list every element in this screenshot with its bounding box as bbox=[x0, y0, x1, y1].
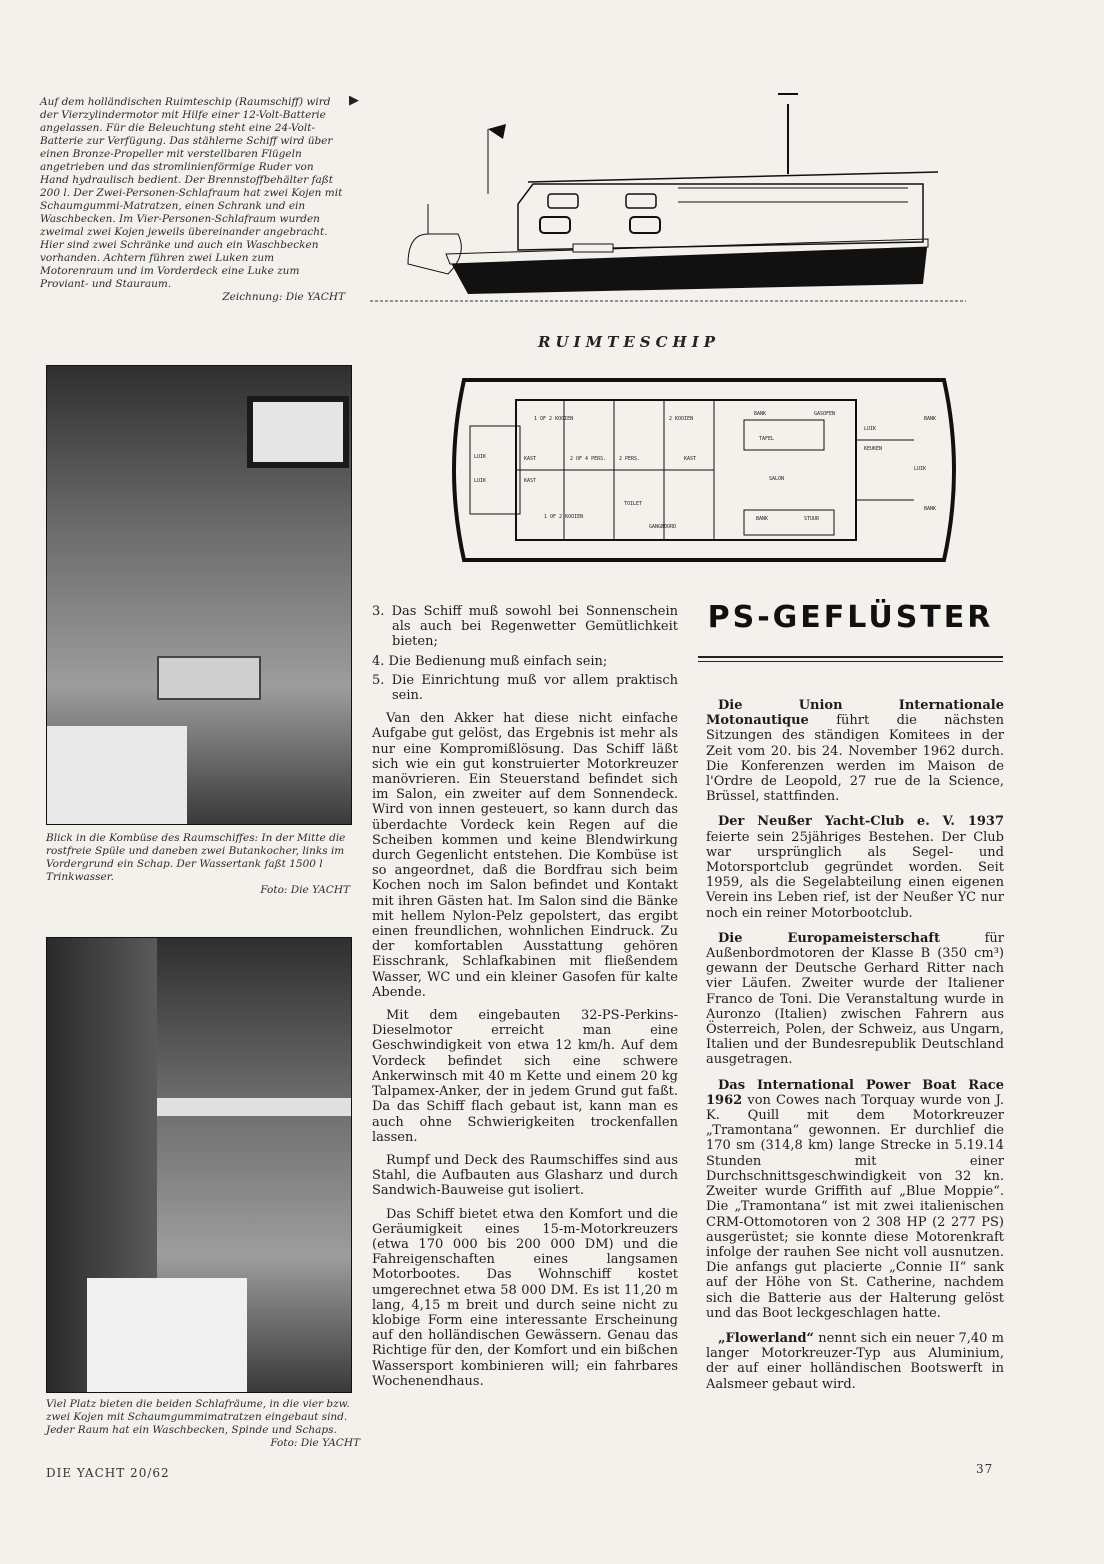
svg-text:LUIK: LUIK bbox=[864, 426, 877, 432]
caption-top bbox=[40, 96, 345, 304]
article-column bbox=[372, 604, 678, 1397]
svg-text:GASOFEN: GASOFEN bbox=[814, 411, 836, 417]
svg-text:BANK: BANK bbox=[756, 516, 769, 522]
ps-item-text: führt die nächsten Sitzungen des ständigen Komitees in der Zeit vom 20. bis 24. November 1962 durch. Die Konferenzen werden im Maison de l'Ordre de Leopold, 27 rue de la Science, Brüssel, stattfinden. bbox=[706, 713, 1004, 805]
caption-mid-text: Blick in die Kombüse des Raumschiffes: In der Mitte die rostfreie Spüle und daneben zwei Butankocher, links im Vordergrund ein Schap. Der Wassertank faßt 1500 l Trinkwasser. bbox=[46, 832, 346, 883]
caption-bottom bbox=[46, 1398, 360, 1450]
svg-text:BANK: BANK bbox=[924, 506, 937, 512]
svg-text:1 OF 2 KOOIEN: 1 OF 2 KOOIEN bbox=[544, 514, 584, 520]
ps-item bbox=[706, 1331, 1004, 1392]
cabin-photo bbox=[46, 937, 352, 1393]
svg-text:2 KOOIEN: 2 KOOIEN bbox=[669, 416, 694, 422]
caption-bottom-credit: Foto: Die YACHT bbox=[270, 1437, 360, 1449]
article-paragraph: Mit dem eingebauten 32-PS-Perkins-Dieselmotor erreicht man eine Geschwindigkeit von etwa 12 km/h. Auf dem Vordeck befindet sich eine schwere Ankerwinsch mit 40 m Kette und einem 20 kg Talpamex-Anker, der in jedem Grund gut faßt. Da das Schiff flach gebaut ist, kann man es auch ohne Schwierigkeiten trockenfallen lassen. bbox=[372, 1008, 678, 1145]
list-item: 5. Die Einrichtung muß vor allem praktisch sein. bbox=[372, 672, 678, 704]
article-paragraph: Rumpf und Deck des Raumschiffes sind aus Stahl, die Aufbauten aus Glasharz und durch Sandwich-Bauweise gut isoliert. bbox=[372, 1152, 678, 1199]
ps-item-lead: Der Neußer Yacht-Club e. V. 1937 bbox=[718, 814, 1004, 830]
caption-top-text: Auf dem holländischen Ruimteschip (Raumschiff) wird der Vierzylindermotor mit Hilfe einer 12-Volt-Batterie angelassen. Für die Beleuchtung steht eine 24-Volt-Batterie zur Verfügung. Das stählerne Schiff wird über einen Bronze-Propeller mit verstellbaren Flügeln angetrieben und das stromlinienförmige Ruder von Hand hydraulisch bedient. Der Brennstoffbehälter faßt 200 l. Der Zwei-Personen-Schlafraum hat zwei Kojen mit Schaumgummi-Matratzen, einen Schrank und ein Waschbecken. Im Vier-Personen-Schlafraum wurden zweimal zwei Kojen jeweils übereinander angebracht. Hier sind zwei Schränke und auch ein Waschbecken vorhanden. Achtern führen zwei Luken zum Motorenraum und im Vorderdeck eine Luke zum Proviant- und Stauraum. bbox=[40, 96, 343, 290]
ps-heading-block bbox=[698, 600, 1003, 635]
ps-column bbox=[706, 698, 1004, 1402]
svg-text:STUUR: STUUR bbox=[804, 516, 820, 522]
drawing-title: RUIMTESCHIP bbox=[538, 333, 721, 351]
ps-item-text: nennt sich ein neuer 7,40 m langer Motorkreuzer-Typ aus Aluminium, der auf einer holländischen Bootswerft in Aalsmeer gebaut wird. bbox=[706, 1330, 1004, 1392]
article-list bbox=[372, 604, 678, 703]
article-paragraph: Van den Akker hat diese nicht einfache Aufgabe gut gelöst, das Ergebnis ist mehr als nur eine Kompromißlösung. Das Schiff läßt sich wie ein gut konstruierter Motorkreuzer manövrieren. Ein Steuerstand befindet sich im Salon, ein zweiter auf dem Sonnendeck. Wird von innen gesteuert, so kann durch das überdachte Vordeck kein Regen auf die Scheiben kommen und keine Blendwirkung durch Gegenlicht entstehen. Die Kombüse ist so angeordnet, daß die Bordfrau sich beim Kochen noch im Salon befindet und Kontakt mit ihren Gästen hat. Im Salon sind die Bänke mit hellem Nylon-Pelz gepolstert, das ergibt einen freundlichen, wohnlichen Eindruck. Zu der komfortablen Ausstattung gehören Eisschrank, Schlafkabinen mit fließendem Wasser, WC und ein kleiner Gasofen für kalte Abende. bbox=[372, 711, 678, 1000]
svg-text:1 OF 2 KOOIEN: 1 OF 2 KOOIEN bbox=[534, 416, 574, 422]
list-item: 4. Die Bedienung muß einfach sein; bbox=[372, 653, 608, 669]
svg-text:KAST: KAST bbox=[684, 456, 697, 462]
ps-heading: PS-GEFLÜSTER bbox=[707, 600, 994, 635]
svg-text:KAST: KAST bbox=[524, 456, 537, 462]
ps-item-text: von Cowes nach Torquay wurde von J. K. Quill mit dem Motorkreuzer „Tramontana“ gewonnen. Er durchlief die 170 sm (314,8 km) lange Strecke in 5.19.14 Stunden mit einer Durchschnittsgeschwindigkeit von 32 kn. Zweiter wurde Griffith auf „Blue Moppie“. Die „Tramontana“ ist mit zwei italienischen CRM-Ottomotoren von 2 308 HP (2 277 PS) ausgerüstet; sie konnte diese Motorenkraft infolge der rauhen See nicht voll ausnutzen. Die anfangs gut placierte „Connie II“ sank auf der Höhe von St. Catherine, nachdem sich die Batterie aus der Halterung gelöst und das Boot leckgeschlagen hatte. bbox=[706, 1092, 1004, 1321]
caption-mid bbox=[46, 832, 350, 897]
boat-elevation-drawing bbox=[368, 84, 968, 314]
ps-item-lead: „Flowerland“ bbox=[718, 1330, 815, 1346]
svg-text:KAST: KAST bbox=[524, 478, 537, 484]
ps-item-lead: Das International Power Boat Race 1962 bbox=[706, 1077, 1004, 1108]
boat-plan-drawing bbox=[444, 370, 964, 570]
ps-item bbox=[706, 814, 1004, 920]
caption-mid-credit: Foto: Die YACHT bbox=[260, 884, 350, 896]
page-number: 37 bbox=[976, 1462, 994, 1476]
svg-text:GANGBOORD: GANGBOORD bbox=[649, 524, 677, 530]
svg-text:BANK: BANK bbox=[924, 416, 937, 422]
svg-text:TOILET: TOILET bbox=[624, 501, 643, 507]
ps-item-lead: Die Europameisterschaft bbox=[718, 930, 940, 946]
galley-photo bbox=[46, 365, 352, 825]
caption-top-credit: Zeichnung: Die YACHT bbox=[222, 291, 345, 303]
svg-text:LUIK: LUIK bbox=[474, 454, 487, 460]
ps-item bbox=[706, 698, 1004, 804]
svg-text:LUIK: LUIK bbox=[914, 466, 927, 472]
ps-item-lead: Die Union Internationale Motonautique bbox=[706, 698, 1004, 729]
caption-bottom-text: Viel Platz bieten die beiden Schlafräume, in die vier bzw. zwei Kojen mit Schaumgummimatratzen eingebaut sind. Jeder Raum hat ein Waschbecken, Spinde und Schaps. bbox=[46, 1398, 350, 1436]
svg-text:2 OF 4 PERS.: 2 OF 4 PERS. bbox=[570, 456, 607, 462]
svg-text:BANK: BANK bbox=[754, 411, 767, 417]
ps-item-text: feierte sein 25jähriges Bestehen. Der Club war ursprünglich als Segel- und Motorsportclub gegründet worden. Seit 1959, als die Segelabteilung einen eigenen Verein ins Leben rief, ist der Neußer YC nur noch ein reiner Motorbootclub. bbox=[706, 829, 1004, 921]
ps-item bbox=[706, 931, 1004, 1068]
svg-text:2 PERS.: 2 PERS. bbox=[619, 456, 641, 462]
ps-item-text: für Außenbordmotoren der Klasse B (350 cm³) gewann der Deutsche Gerhard Ritter nach vier Läufen. Zweiter wurde der Italiener Franco de Toni. Die Veranstaltung wurde in Auronzo (Italien) zwischen Fahrern aus Österreich, Polen, der Schweiz, aus Ungarn, Italien und der Bundesrepublik Deutschland ausgetragen. bbox=[706, 930, 1004, 1068]
article-paragraph: Das Schiff bietet etwa den Komfort und die Geräumigkeit eines 15-m-Motorkreuzers (etwa 170 000 bis 200 000 DM) und die Fahreigenschaften eines langsamen Motorbootes. Das Wohnschiff kostet umgerechnet etwa 58 000 DM. Es ist 11,20 m lang, 4,15 m breit und durch seine nicht zu klobige Form eine interessante Erscheinung auf den holländischen Gewässern. Genau das Richtige für den, der Komfort und ein bißchen Wassersport kombinieren will; ein fahrbares Wochenendhaus. bbox=[372, 1206, 678, 1389]
svg-text:LUIK: LUIK bbox=[474, 478, 487, 484]
ps-divider bbox=[698, 656, 1003, 662]
svg-text:KEUKEN: KEUKEN bbox=[864, 446, 883, 452]
footer-publication: DIE YACHT 20/62 bbox=[46, 1466, 170, 1480]
list-item: 3. Das Schiff muß sowohl bei Sonnenschein als auch bei Regenwetter Gemütlichkeit bieten; bbox=[372, 604, 678, 650]
ps-item bbox=[706, 1078, 1004, 1321]
arrow-right-icon: ▶ bbox=[349, 93, 359, 108]
svg-text:SALON: SALON bbox=[769, 476, 785, 482]
svg-text:TAFEL: TAFEL bbox=[759, 436, 775, 442]
